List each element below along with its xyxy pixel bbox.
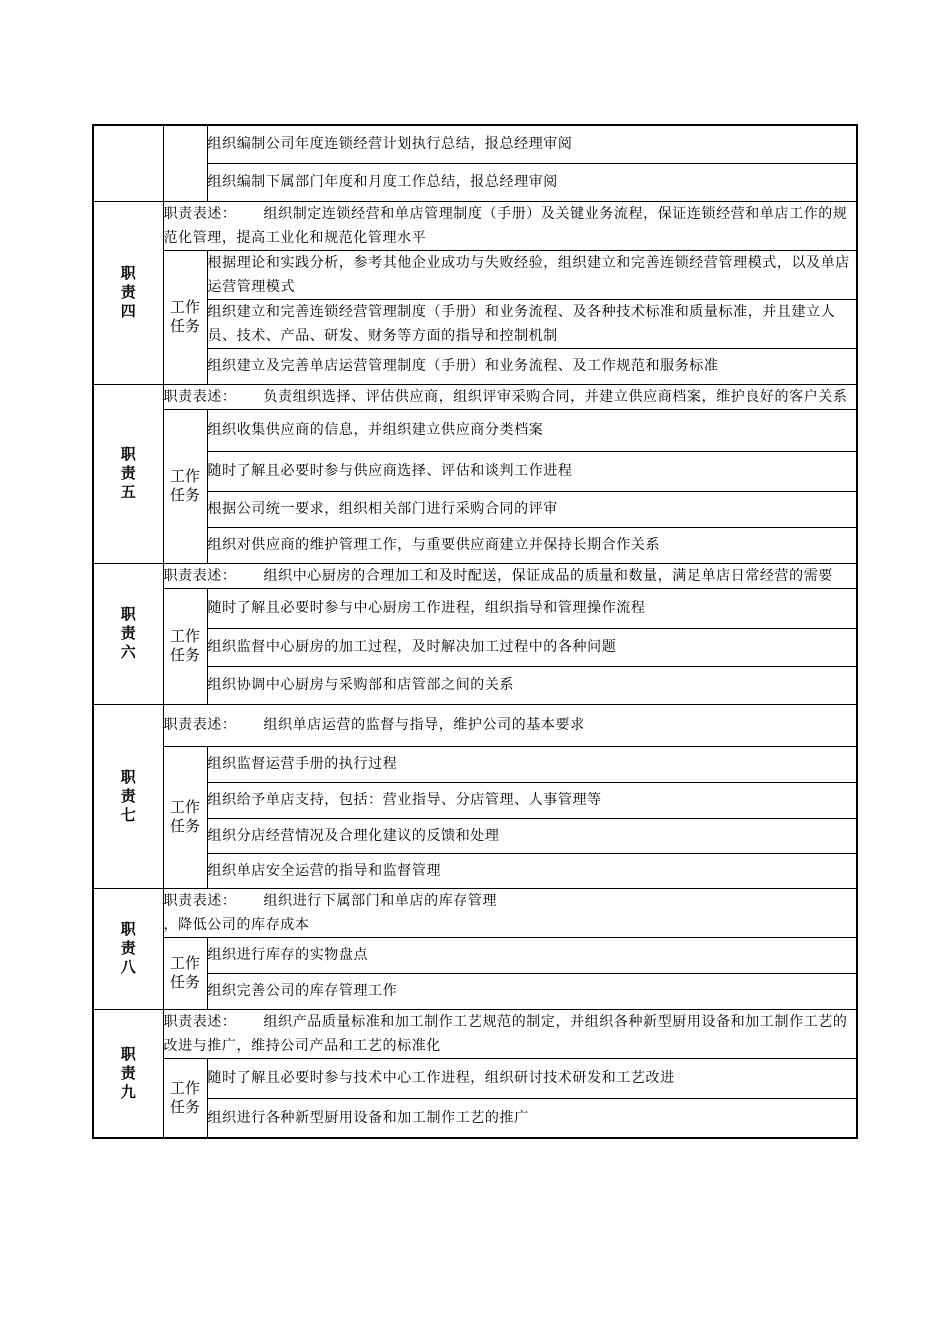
duty-9-task-row bbox=[93, 1098, 857, 1138]
duty-4-task-2: 组织建立和完善连锁经营管理制度（手册）和业务流程、及各种技术标准和质量标准，并且建立人员、技术、产品、研发、财务等方面的指导和控制机制 bbox=[207, 299, 857, 348]
duty-8-label: 职 责 八 bbox=[93, 888, 163, 1009]
duty-4-label: 职 责 四 bbox=[93, 201, 163, 384]
duty-8-task-1: 组织进行库存的实物盘点 bbox=[207, 937, 857, 973]
duty-5-task-1: 组织收集供应商的信息，并组织建立供应商分类档案 bbox=[207, 409, 857, 451]
top-task-row bbox=[93, 125, 857, 163]
duty-5-description-row bbox=[93, 384, 857, 409]
duties-table bbox=[92, 124, 858, 1139]
duty-7-task-2: 组织给予单店支持，包括：营业指导、分店管理、人事管理等 bbox=[207, 782, 857, 818]
duty-8-task-label: 工作 任务 bbox=[163, 937, 207, 1009]
duty-7-label: 职 责 七 bbox=[93, 704, 163, 888]
duty-9-task-1: 随时了解且必要时参与技术中心工作进程，组织研讨技术研发和工艺改进 bbox=[207, 1058, 857, 1098]
top-task-row bbox=[93, 163, 857, 201]
duty-6-description-row bbox=[93, 563, 857, 588]
duty-6-description: 职责表述： 组织中心厨房的合理加工和及时配送，保证成品的质量和数量，满足单店日常经营的需要 bbox=[163, 563, 857, 588]
duty-9-task-2: 组织进行各种新型厨用设备和加工制作工艺的推广 bbox=[207, 1098, 857, 1138]
duty-6-label: 职 责 六 bbox=[93, 563, 163, 704]
duty-5-task-2: 随时了解且必要时参与供应商选择、评估和谈判工作进程 bbox=[207, 451, 857, 491]
duty-6-task-2: 组织监督中心厨房的加工过程，及时解决加工过程中的各种问题 bbox=[207, 628, 857, 666]
duty-5-task-row bbox=[93, 527, 857, 563]
top-task-2: 组织编制下属部门年度和月度工作总结，报总经理审阅 bbox=[207, 163, 857, 201]
duty-4-task-row bbox=[93, 299, 857, 348]
duty-5-description: 职责表述： 负责组织选择、评估供应商，组织评审采购合同，并建立供应商档案，维护良好的客户关系 bbox=[163, 384, 857, 409]
top-task-label-cell bbox=[163, 125, 207, 201]
duty-6-task-label: 工作 任务 bbox=[163, 588, 207, 704]
duty-7-task-1: 组织监督运营手册的执行过程 bbox=[207, 746, 857, 782]
duty-5-task-row bbox=[93, 491, 857, 527]
duty-7-description: 职责表述： 组织单店运营的监督与指导，维护公司的基本要求 bbox=[163, 704, 857, 746]
duty-9-task-label: 工作 任务 bbox=[163, 1058, 207, 1138]
duty-4-task-row bbox=[93, 250, 857, 299]
duty-7-task-4: 组织单店安全运营的指导和监督管理 bbox=[207, 853, 857, 888]
duty-7-task-row bbox=[93, 782, 857, 818]
duty-8-task-row bbox=[93, 937, 857, 973]
duty-6-task-1: 随时了解且必要时参与中心厨房工作进程，组织指导和管理操作流程 bbox=[207, 588, 857, 628]
duty-9-description-row bbox=[93, 1009, 857, 1058]
duty-4-task-label: 工作 任务 bbox=[163, 250, 207, 384]
duty-5-label: 职 责 五 bbox=[93, 384, 163, 563]
duty-7-task-row bbox=[93, 746, 857, 782]
duty-7-task-label: 工作 任务 bbox=[163, 746, 207, 888]
duty-6-task-row bbox=[93, 588, 857, 628]
duty-7-task-row bbox=[93, 853, 857, 888]
duty-5-task-3: 根据公司统一要求，组织相关部门进行采购合同的评审 bbox=[207, 491, 857, 527]
duty-5-task-4: 组织对供应商的维护管理工作，与重要供应商建立并保持长期合作关系 bbox=[207, 527, 857, 563]
duty-4-task-1: 根据理论和实践分析，参考其他企业成功与失败经验，组织建立和完善连锁经营管理模式，以及单店运营管理模式 bbox=[207, 250, 857, 299]
duty-4-task-row bbox=[93, 348, 857, 384]
duty-8-description: 职责表述： 组织进行下属部门和单店的库存管理 ，降低公司的库存成本 bbox=[163, 888, 857, 937]
duty-5-task-row bbox=[93, 451, 857, 491]
duty-7-task-3: 组织分店经营情况及合理化建议的反馈和处理 bbox=[207, 818, 857, 853]
duty-9-label: 职 责 九 bbox=[93, 1009, 163, 1138]
duty-6-task-row bbox=[93, 666, 857, 704]
duty-9-task-row bbox=[93, 1058, 857, 1098]
duty-7-description-row bbox=[93, 704, 857, 746]
duty-4-description: 职责表述： 组织制定连锁经营和单店管理制度（手册）及关键业务流程，保证连锁经营和单店工作的规范化管理，提高工业化和规范化管理水平 bbox=[163, 201, 857, 250]
duty-5-task-row bbox=[93, 409, 857, 451]
duty-8-description-row bbox=[93, 888, 857, 937]
duty-8-task-row bbox=[93, 973, 857, 1009]
duty-9-description: 职责表述： 组织产品质量标准和加工制作工艺规范的制定，并组织各种新型厨用设备和加工制作工艺的改进与推广，维持公司产品和工艺的标准化 bbox=[163, 1009, 857, 1058]
duty-6-task-row bbox=[93, 628, 857, 666]
duty-5-task-label: 工作 任务 bbox=[163, 409, 207, 563]
top-duty-label-cell bbox=[93, 125, 163, 201]
duties-page bbox=[92, 124, 858, 1139]
duty-4-description-row bbox=[93, 201, 857, 250]
duty-6-task-3: 组织协调中心厨房与采购部和店管部之间的关系 bbox=[207, 666, 857, 704]
duty-8-task-2: 组织完善公司的库存管理工作 bbox=[207, 973, 857, 1009]
duty-7-task-row bbox=[93, 818, 857, 853]
duty-4-task-3: 组织建立及完善单店运营管理制度（手册）和业务流程、及工作规范和服务标准 bbox=[207, 348, 857, 384]
top-task-1: 组织编制公司年度连锁经营计划执行总结，报总经理审阅 bbox=[207, 125, 857, 163]
